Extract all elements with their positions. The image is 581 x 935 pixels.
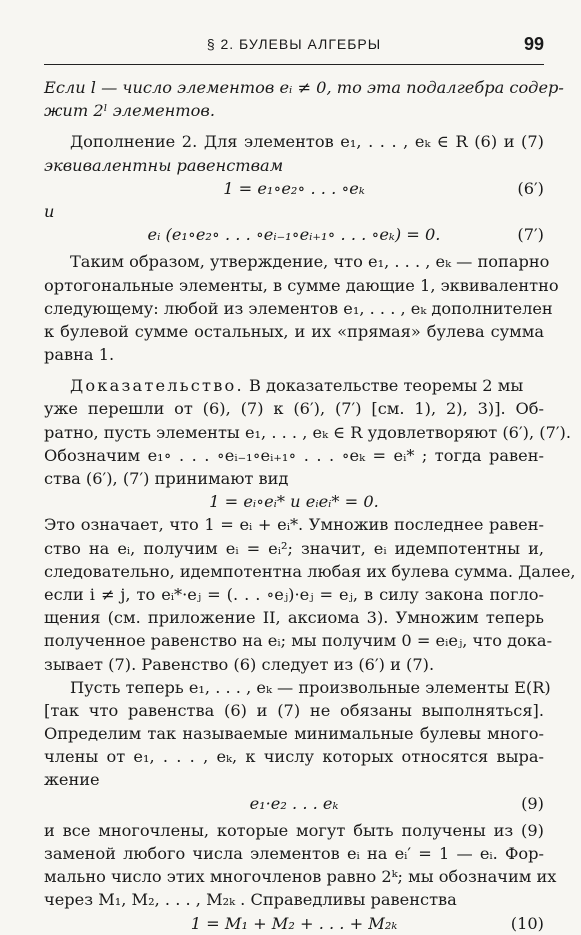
text-line: Определим так называемые минимальные булевы много- [44,724,544,744]
text-line: ратно, пусть элементы e₁, . . . , eₖ ∈ R удовлетворяют (6′), (7′). [44,422,572,442]
text-line: зывает (7). Равенство (6) следует из (6′) и (7). [44,654,435,674]
text-line: ортогональные элементы, в сумме дающие 1, эквивалентно [44,275,559,295]
text-line: эквивалентны равенствам [44,155,284,175]
text-line: к булевой сумме остальных, и их «прямая» булева сумма [44,321,544,341]
text-line: полученное равенство на eᵢ; мы получим 0 = eᵢeⱼ, что дока- [44,631,553,651]
equation-number: (10) [510,913,544,933]
equation-text: 1 = e₁∘e₂∘ . . . ∘eₖ [223,178,365,198]
text-line: Таким образом, утверждение, что e₁, . . . , eₖ — попарно [70,252,550,272]
text-line: Обозначим e₁∘ . . . ∘eᵢ₋₁∘eᵢ₊₁∘ . . . ∘eₖ = eᵢ* ; тогда равен- [44,445,544,465]
text-line: ства (6′), (7′) принимают вид [44,469,289,488]
text-line: Пусть теперь e₁, . . . , eₖ — произвольные элементы E(R) [70,677,551,697]
equation-number: (6′) [517,178,544,198]
text-line: если i ≠ j, то eᵢ*·eⱼ = (. . . ∘eⱼ)·eⱼ = eⱼ, в силу закона погло- [44,584,544,604]
text-line: ство на eᵢ, получим eᵢ = eᵢ²; значит, eᵢ идемпотентны и, [44,538,544,558]
section-title: § 2. БУЛЕВЫ АЛГЕБРЫ [206,36,382,52]
text-line: щения (см. приложение II, аксиома 3). Умножим теперь [44,608,544,628]
page-number: 99 [523,34,544,54]
equation-unnumbered [44,490,544,513]
text-line: через M₁, M₂, . . . , M₂ₖ . Справедливы равенства [44,890,457,910]
text-line: [так что равенства (6) и (7) не обязаны выполняться]. [44,700,544,720]
text-run: В доказательстве теоремы 2 мы [243,376,524,396]
equation-10 [44,912,544,935]
equation-9 [44,792,544,815]
proof-heading: Доказательство. [70,376,244,396]
text-line: члены от e₁, . . . , eₖ, к числу которых относятся выра- [44,747,544,767]
equation-text: 1 = eᵢ∘eᵢ* и eᵢeᵢ* = 0. [209,492,379,512]
equation-number: (7′) [517,225,544,245]
running-header [44,28,544,65]
page-body [44,76,576,935]
text-line: и все многочлены, которые могут быть получены из (9) [44,820,544,840]
text-line: равна 1. [44,345,115,365]
equation-6-prime [44,177,544,200]
text-line: жение [44,770,100,790]
text-line: Это означает, что 1 = eᵢ + eᵢ*. Умножив последнее равен- [44,515,544,535]
text-line: заменой любого числа элементов eᵢ на eᵢ′ = 1 — eᵢ. Фор- [44,844,544,863]
text-line: и [44,201,55,221]
text-line: Если l — число элементов eᵢ ≠ 0, то эта подалгебра содер- [44,78,564,97]
text-line [44,374,544,397]
text-line: жит 2ˡ элементов. [44,101,215,121]
equation-number: (9) [521,793,544,813]
text-line: следующему: любой из элементов e₁, . . . , eₖ дополнителен [44,298,553,318]
text-line: мально число этих многочленов равно 2ᵏ; мы обозначим их [44,867,557,887]
equation-text: e₁·e₂ . . . eₖ [249,793,339,813]
text-line: уже перешли от (6), (7) к (6′), (7′) [см. 1), 2), 3)]. Об- [44,399,544,419]
equation-text: 1 = M₁ + M₂ + . . . + M₂ₖ [190,913,398,933]
text-line: следовательно, идемпотентна любая их булева сумма. Далее, [44,561,576,581]
text-line: Дополнение 2. Для элементов e₁, . . . , eₖ ∈ R (6) и (7) [70,132,544,152]
equation-text: eᵢ (e₁∘e₂∘ . . . ∘eᵢ₋₁∘eᵢ₊₁∘ . . . ∘eₖ) = 0. [147,225,441,245]
equation-7-prime [44,223,544,246]
